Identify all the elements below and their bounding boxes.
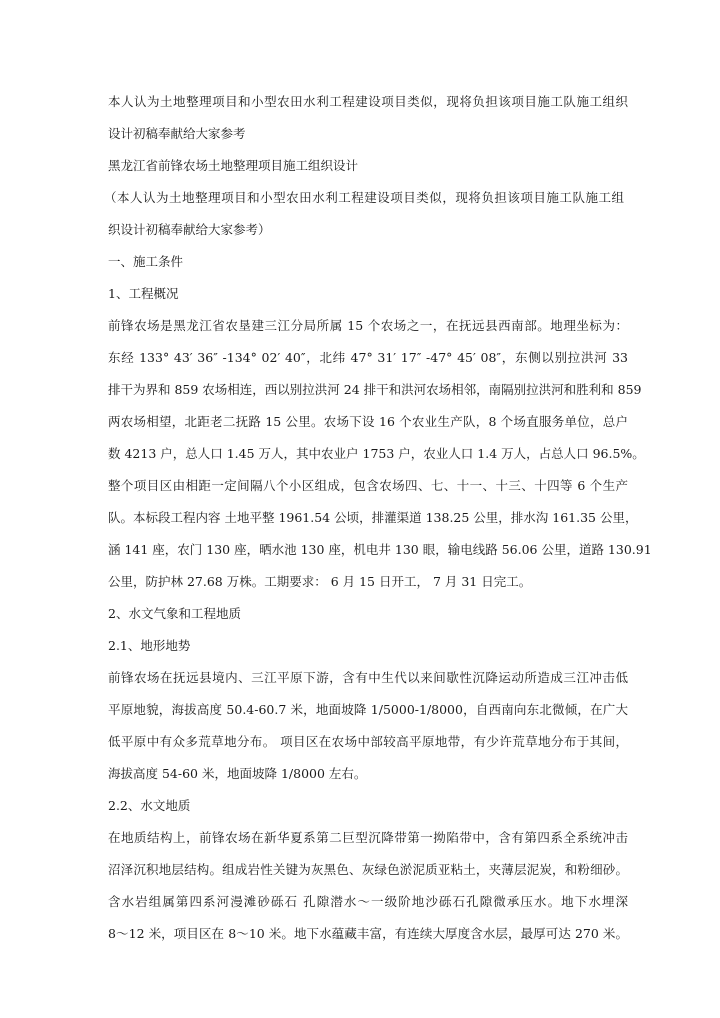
terrain-line-4: 海拔高度 54-60 米，地面坡降 1/8000 左右。 <box>108 766 367 781</box>
paren-note-line-2: 织设计初稿奉献给大家参考） <box>108 222 271 237</box>
hydro-line-4: 8～12 米，项目区在 8～10 米。地下水蕴藏丰富，有连续大厚度含水层，最厚可达 270 米。 <box>108 926 628 941</box>
overview-line-8: 涵 141 座，农门 130 座，晒水池 130 座，机电井 130 眼，输电线路 56.06 公里，道路 130.91 <box>108 542 652 557</box>
section-heading-1: 一、施工条件 <box>108 254 184 269</box>
overview-line-7: 队。本标段工程内容 土地平整 1961.54 公顷，排灌渠道 138.25 公里，排水沟 161.35 公里， <box>108 510 638 525</box>
overview-line-9: 公里，防护林 27.68 万株。工期要求： 6 月 15 日开工， 7 月 31 日完工。 <box>108 574 532 589</box>
paren-note-line-1: （本人认为土地整理项目和小型农田水利工程建设项目类似，现将负担该项目施工队施工组 <box>104 190 624 205</box>
subsection-heading-1: 1、工程概况 <box>108 286 179 301</box>
overview-line-5: 数 4213 户，总人口 1.45 万人，其中农业户 1753 户，农业人口 1.4 万人，占总人口 96.5%。 <box>108 446 645 461</box>
terrain-line-1: 前锋农场在抚远县境内、三江平原下游，含有中生代以来间歇性沉降运动所造成三江冲击低 <box>108 670 628 685</box>
intro-line-2: 设计初稿奉献给大家参考 <box>108 126 246 141</box>
overview-line-6: 整个项目区由相距一定间隔八个小区组成，包含农场四、七、十一、十三、十四等 6 个生产 <box>108 478 628 493</box>
overview-line-2: 东经 133° 43′ 36″ -134° 02′ 40″，北纬 47° 31′ 17″ -47° 45′ 08″，东侧以别拉洪河 33 <box>108 350 628 365</box>
terrain-line-3: 低平原中有众多荒草地分布。 项目区在农场中部较高平原地带，有少许荒草地分布于其间， <box>108 734 628 749</box>
overview-line-3: 排干为界和 859 农场相连，西以别拉洪河 24 排干和洪河农场相邻，南隔别拉洪河和胜利和 859 <box>108 382 642 397</box>
subsection-heading-2-2: 2.2、水文地质 <box>108 798 191 813</box>
subsection-heading-2-1: 2.1、地形地势 <box>108 638 191 653</box>
intro-line-1: 本人认为土地整理项目和小型农田水利工程建设项目类似，现将负担该项目施工队施工组织 <box>108 94 628 109</box>
overview-line-4: 两农场相望，北距老二抚路 15 公里。农场下设 16 个农业生产队，8 个场直服务单位，总户 <box>108 414 628 429</box>
overview-line-1: 前锋农场是黑龙江省农垦建三江分局所属 15 个农场之一，在抚远县西南部。地理坐标为： <box>108 318 628 333</box>
hydro-line-1: 在地质结构上，前锋农场在新华夏系第二巨型沉降带第一拗陷带中，含有第四系全系统冲击 <box>108 830 628 845</box>
hydro-line-2: 沼泽沉积地层结构。组成岩性关键为灰黑色、灰绿色淤泥质亚粘土，夹薄层泥炭，和粉细砂。 <box>108 862 628 877</box>
document-title: 黑龙江省前锋农场土地整理项目施工组织设计 <box>108 158 359 173</box>
hydro-line-3: 含水岩组属第四系河漫滩砂砾石 孔隙潜水～一级阶地沙砾石孔隙微承压水。地下水埋深 <box>108 894 628 909</box>
terrain-line-2: 平原地貌，海拔高度 50.4-60.7 米，地面坡降 1/5000-1/8000，自西南向东北微倾，在广大 <box>108 702 628 717</box>
subsection-heading-2: 2、水文气象和工程地质 <box>108 606 241 621</box>
